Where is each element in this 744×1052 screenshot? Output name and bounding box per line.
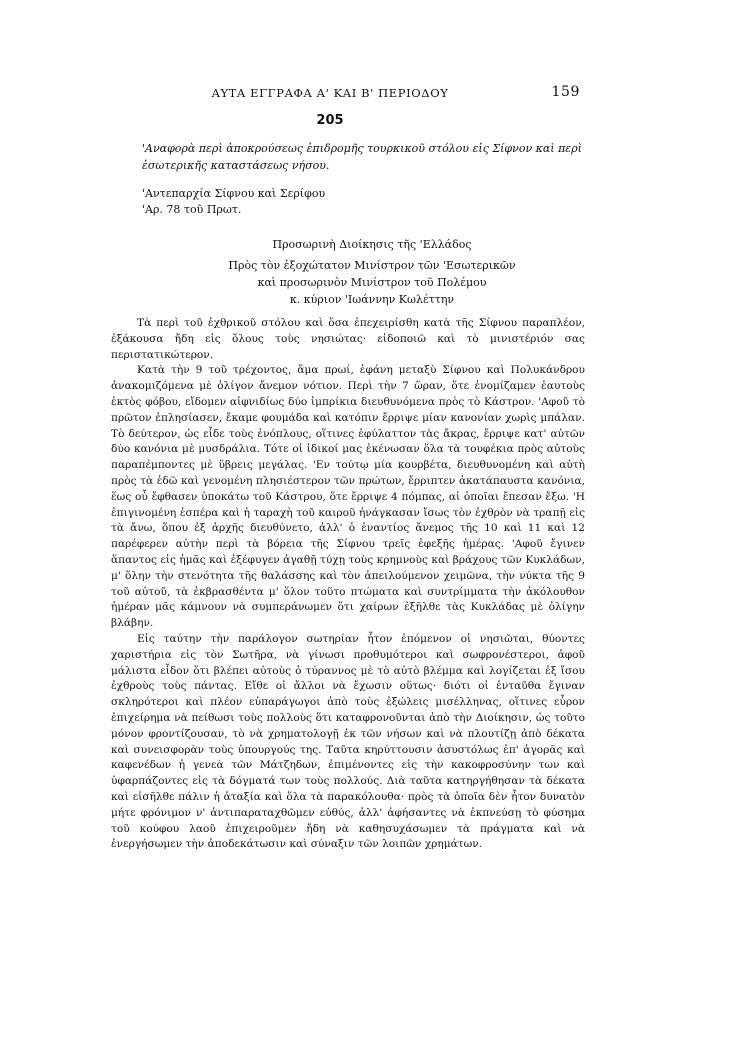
document-subject: 'Αναφορὰ περὶ ἀποκρούσεως ἐπιδρομῆς τουρκικοῦ στόλου εἰς Σίφνον καὶ περὶ ἐσωτερικῆς καταστάσεως νήσου. bbox=[142, 142, 582, 172]
recipient-line: Πρὸς τὸν ἐξοχώτατον Μινίστρον τῶν 'Εσωτερικῶν bbox=[228, 259, 516, 272]
recipient-line: καὶ προσωρινὸν Μινίστρον τοῦ Πολέμου bbox=[257, 276, 487, 289]
body-paragraph: Εἰς ταύτην τὴν παράλογον σωτηρίαν ἦτον ἐπόμενον οἱ νησιῶται, θύοντες χαριστήρια εἰς τὸν Σωτῆρα, νὰ γίνωσι προθυμότεροι καὶ σωφρονέστεροι, ἀφοῦ μάλιστα εἶδον ὅτι βλέπει αὐτοὺς ὁ τύραννος μὲ τὸ αὐτὸ βλέμμα καὶ λογίζεται ἐξ ἴσου ἐχθροὺς τοὺς πάντας. Εἴθε οἱ ἄλλοι νὰ ἔχωσιν οὕτως· διότι οἱ ἐνταῦθα ἔγιναν σκληρότεροι καὶ πλέον εὐπαράγωγοι ἀπὸ τοὺς ἐξώλεις μισέλληνας, οἵτινες εὗρον ἐπιχείρημα νὰ πείθωσι τοὺς πολλοὺς ὅτι καταφρονοῦνται ἀπὸ τὴν Διοίκησιν, ὡς τοῦτο μόνον φροντίζουσαν, τὸ νὰ χρηματολογῇ ἐκ τῶν νήσων καὶ νὰ πλουτίζῃ ἀπὸ δέκατα καὶ συνεισφορὰν τοὺς ὑπουργούς της. Ταῦτα κηρύττουσιν ἀσυστόλως ἐπ' ἀγορᾶς καὶ καφενέδων ἡ γενεὰ τῶν Μάτζηδων, ἐπιμένοντες εἰς τὴν κακοφροσύνην των καὶ ὑφαρπάζοντες εἰς τὰ δόγματά των τοὺς πολλούς. Διὰ ταῦτα κατηργήθησαν τὰ δέκατα καὶ εἰσῆλθε πάλιν ἡ ἀταξία καὶ ὅλα τὰ παρακόλουθα· πρὸς τὰ ὁποῖα δὲν ἦτον δυνατὸν μήτε φρόνιμον ν' ἀντιπαραταχθῶμεν εὐθύς, ἀλλ' ἀφήσαντες νὰ ἐκπνεύσῃ τὸ φύσημα τοῦ κούφου λαοῦ ἐπιχειροῦμεν ἤδη νὰ καθησυχάσωμεν τὰ πράγματα καὶ νὰ ἐνεργήσωμεν τὴν ἀποδεκάτωσιν καὶ σύναξιν τῶν λοιπῶν χρημάτων. bbox=[111, 632, 585, 851]
sender-block bbox=[142, 186, 325, 218]
recipient-line: κ. κύριον 'Ιωάννην Κωλέττην bbox=[289, 293, 455, 306]
sender-line: 'Αντεπαρχία Σίφνου καὶ Σερίφου bbox=[142, 187, 326, 200]
body-paragraph: Κατὰ τὴν 9 τοῦ τρέχοντος, ἅμα πρωί, ἐφάνη μεταξὺ Σίφνου καὶ Πολυκάνδρου ἀνακομιζόμενα μὲ ὀλίγον ἄνεμον νότιον. Περὶ τὴν 7 ὥραν, ὅτε ἐνομίζαμεν ἑαυτοὺς ἐκτὸς φόβου, εἴδομεν αἰφνιδίως δύο ἰμπρίκια διευθυνόμενα πρὸς τὸ Κάστρον. 'Αφοῦ τὸ πρῶτον ἐπλησίασεν, ἔκαμε φουμάδα καὶ κατόπιν ἔρριψε μίαν κανονίαν χωρὶς μπάλαν. Τὸ δεύτερον, ὡς εἶδε τοὺς ἐνόπλους, οἵτινες ἐφύλαττον τὰς ἄκρας, ἔρριψε κατ' αὐτῶν δύο κανόνια μὲ μυσδράλια. Τότε οἱ ἰδικοί μας ἐκένωσαν ὅλα τὰ τουφέκια πρὸς αὐτοὺς παραπέμποντες μὲ ὕβρεις μεγάλας. 'Εν τούτῳ μία κουρβέτα, διευθυνομένη καὶ αὐτὴ πρὸς τὰ ἐδῶ καὶ γενομένη πλησιέστερον τῶν πρώτων, ἔρριπτεν ἀκατάπαυστα κανόνια, ἕως οὗ ἔφθασεν ὑποκάτω τοῦ Κάστρου, ὅτε ἔρριψε 4 πόμπας, αἱ ὁποῖαι ἔπεσαν ἔξω. 'Η ἐπιγινομένη ἑσπέρα καὶ ἡ ταραχὴ τοῦ καιροῦ ἠνάγκασαν ἴσως τὸν ἐχθρὸν νὰ τραπῇ εἰς τὰ ἄνω, ὅπου ἐξ ἀρχῆς διευθύνετο, ἀλλ' ὁ ἐναντίος ἄνεμος τῆς 10 καὶ 11 καὶ 12 παρέφερεν αὐτὴν περὶ τὰ βόρεια τῆς Σίφνου τρεῖς ἐφεξῆς ἡμέρας. 'Αφοῦ ἔγινεν ἅπαντος εἰς ἡμᾶς καὶ ἐξέφυγεν ἀγαθῇ τύχῃ τοὺς κρημνοὺς καὶ βράχους τῶν Κυκλάδων, μ' ὅλην τὴν στενότητα τῆς θαλάσσης καὶ τὸν ἀπειλούμενον χειμῶνα, τὴν νύκτα τῆς 9 τοῦ αὐτοῦ, τὰ ἐκβρασθέντα μ' ὅλον τοῦτο πτώματα καὶ συντρίμματα τὴν ἀκόλουθον ἡμέραν μᾶς κάμνουν νὰ συμπεράνωμεν ὅτι χαίρων ἐξῆλθε τὰς Κυκλάδας μὲ ὀλίγην βλάβην. bbox=[111, 364, 585, 630]
page-number: 159 bbox=[551, 84, 580, 100]
document-number: 205 bbox=[316, 113, 344, 128]
body-paragraph: Τὰ περὶ τοῦ ἐχθρικοῦ στόλου καὶ ὅσα ἐπεχειρίσθη κατὰ τῆς Σίφνου παραπλέον, ἐξάκουσα ἤδη εἰς ὅλους τοὺς νησιώτας· εἰδοποιῶ καὶ τὸ μινιστέριόν σας περιστατικώτερον. bbox=[111, 317, 585, 361]
recipient-line: Προσωρινὴ Διοίκησις τῆς 'Ελλάδος bbox=[272, 238, 472, 251]
letter-body bbox=[111, 316, 585, 853]
sender-reference: 'Αρ. 78 τοῦ Πρωτ. bbox=[142, 203, 242, 216]
running-title: ΑΥΤΑ ΕΓΓΡΑΦΑ Α' ΚΑΙ Β' ΠΕΡΙΟΔΟΥ bbox=[211, 86, 449, 100]
